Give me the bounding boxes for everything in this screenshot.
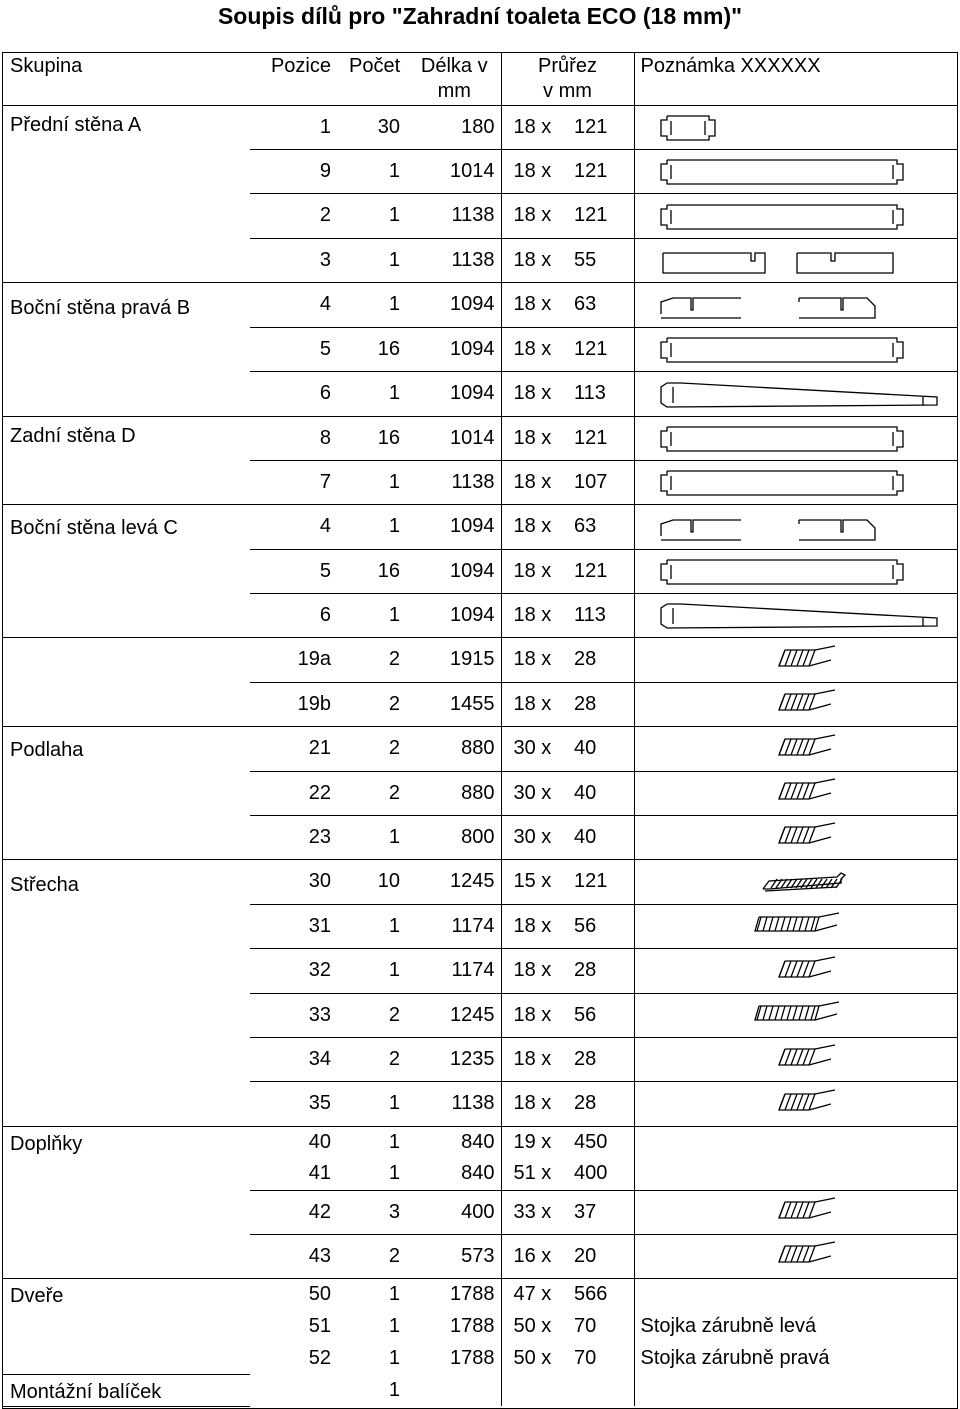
header-delka: Délka v mm (408, 52, 501, 105)
prurez-thickness-cell: 18 x (501, 193, 568, 238)
pozice-cell: 33 (250, 993, 339, 1037)
prurez-thickness-cell: 18 x (501, 948, 568, 993)
prurez-thickness-cell: 18 x (501, 504, 568, 549)
poznamka-cell (634, 549, 958, 593)
prurez-width-cell: 63 (568, 504, 634, 549)
delka-cell: 180 (408, 105, 501, 149)
pozice-cell: 51 (308, 1314, 331, 1337)
prurez-thickness-cell: 18 x (501, 637, 568, 682)
pocet-cell: 3 (339, 1190, 408, 1234)
profile-long-board-icon (641, 465, 951, 499)
table-row (2, 726, 958, 771)
profile-long-board-icon (641, 554, 951, 588)
hatched-beam-icon (641, 1042, 951, 1076)
pocet-cell: 1 (339, 1158, 408, 1190)
poznamka-cell (634, 1158, 958, 1190)
delka-cell: 1094 (408, 549, 501, 593)
pozice-cell: 19b (250, 682, 339, 726)
prurez-thickness-cell: 30 x (501, 771, 568, 815)
prurez-thickness-cell: 18 x (501, 416, 568, 460)
pozice-cell: 1 (250, 105, 339, 149)
poznamka-cell (634, 238, 958, 282)
prurez-width-cell: 121 (568, 193, 634, 238)
poznamka-cell: Stojka zárubně levá (640, 1314, 817, 1337)
delka-cell: 1138 (408, 238, 501, 282)
pocet-cell: 16 (339, 549, 408, 593)
header-prurez: Průřez v mm (501, 52, 634, 105)
prurez-width-cell: 28 (568, 1081, 634, 1126)
pocet-cell: 1 (339, 815, 408, 859)
prurez-thickness-cell: 18 x (501, 1037, 568, 1081)
pozice-cell: 23 (250, 815, 339, 859)
table-row (2, 504, 958, 549)
delka-cell: 1014 (408, 416, 501, 460)
prurez-width-cell: 121 (568, 859, 634, 904)
delka-cell: 1174 (408, 904, 501, 948)
pocet-cell: 1 (388, 1346, 400, 1369)
prurez-width-cell: 70 (568, 1342, 634, 1374)
table-row (2, 637, 958, 682)
prurez-thickness-cell (501, 1374, 568, 1406)
delka-cell: 400 (408, 1190, 501, 1234)
prurez-width-cell (568, 1374, 634, 1406)
prurez-width-cell: 107 (568, 460, 634, 504)
profile-short-board-icon (641, 110, 951, 144)
prurez-width-cell: 113 (568, 593, 634, 637)
pocet-cell: 1 (339, 504, 408, 549)
pozice-cell: 19a (250, 637, 339, 682)
poznamka-cell (634, 1037, 958, 1081)
pocet-cell: 1 (388, 1378, 400, 1401)
prurez-width-cell: 121 (568, 416, 634, 460)
delka-cell: 1138 (408, 460, 501, 504)
pozice-cell: 4 (250, 504, 339, 549)
table-row (2, 1126, 958, 1158)
pocet-cell: 1 (388, 1314, 400, 1337)
pozice-cell: 8 (250, 416, 339, 460)
prurez-thickness-cell: 18 x (501, 371, 568, 416)
hatched-beam-icon (641, 1239, 951, 1273)
pozice-cell: 52 (308, 1346, 331, 1369)
hatched-beam-icon (641, 820, 951, 854)
group-cell: Doplňky (2, 1126, 250, 1278)
pocet-cell: 1 (339, 371, 408, 416)
pocet-cell: 2 (339, 993, 408, 1037)
prurez-thickness-cell: 18 x (501, 105, 568, 149)
prurez-width-cell: 28 (568, 637, 634, 682)
group-cell: Přední stěna A (2, 105, 250, 282)
profile-tapered-board-icon (641, 377, 951, 411)
table-row (2, 105, 958, 149)
prurez-thickness-cell: 18 x (501, 327, 568, 371)
table-row (2, 859, 958, 904)
table-row (2, 416, 958, 460)
pocet-cell: 2 (339, 771, 408, 815)
hatched-beam-icon (641, 1087, 951, 1121)
prurez-thickness-cell: 18 x (501, 993, 568, 1037)
delka-cell: 1455 (408, 682, 501, 726)
delka-cell: 573 (408, 1234, 501, 1278)
group-cell: Podlaha (2, 726, 250, 859)
poznamka-cell (634, 726, 958, 771)
hatched-roof-board-icon (641, 865, 951, 899)
poznamka-cell (634, 815, 958, 859)
pozice-cell: 32 (250, 948, 339, 993)
pozice-cell (250, 1374, 339, 1406)
pocet-cell: 30 (339, 105, 408, 149)
profile-long-board-icon (641, 332, 951, 366)
group-cell: Dveře (2, 1278, 250, 1374)
delka-cell: 1788 (408, 1278, 501, 1310)
pozice-cell: 4 (250, 282, 339, 327)
hatched-beam-icon (641, 643, 951, 677)
group-cell: Zadní stěna D (2, 416, 250, 504)
hatched-beam-icon (641, 776, 951, 810)
group-cell: Střecha (2, 859, 250, 1126)
pozice-cell: 6 (250, 593, 339, 637)
pocet-cell: 1 (339, 238, 408, 282)
delka-cell: 840 (408, 1126, 501, 1158)
profile-notched-pair-icon (641, 243, 951, 277)
pocet-cell: 10 (339, 859, 408, 904)
prurez-width-cell: 113 (568, 371, 634, 416)
pocet-cell: 2 (339, 1234, 408, 1278)
table-row (2, 1278, 958, 1310)
pozice-cell: 7 (250, 460, 339, 504)
prurez-width-cell: 450 (568, 1126, 634, 1158)
pozice-cell: 6 (250, 371, 339, 416)
poznamka-cell (634, 105, 958, 149)
pocet-cell: 2 (339, 726, 408, 771)
poznamka-cell (634, 460, 958, 504)
delka-cell: 1094 (408, 282, 501, 327)
pocet-cell: 1 (388, 1130, 400, 1153)
delka-cell: 1788 (408, 1310, 501, 1342)
poznamka-cell (634, 637, 958, 682)
pozice-cell: 50 (308, 1282, 331, 1305)
prurez-width-cell: 28 (568, 682, 634, 726)
poznamka-cell (634, 193, 958, 238)
prurez-thickness-cell: 18 x (501, 593, 568, 637)
pocet-cell: 1 (339, 460, 408, 504)
poznamka-cell (634, 859, 958, 904)
pocet-cell: 2 (339, 1037, 408, 1081)
pozice-cell: 5 (250, 327, 339, 371)
table-row (2, 282, 958, 327)
pocet-cell: 1 (339, 904, 408, 948)
poznamka-cell (634, 327, 958, 371)
pocet-cell: 1 (339, 193, 408, 238)
hatched-wide-beam-icon (641, 998, 951, 1032)
prurez-thickness-cell: 18 x (501, 1081, 568, 1126)
header-pocet: Počet (339, 52, 408, 105)
poznamka-cell (634, 1126, 958, 1158)
hatched-beam-icon (641, 954, 951, 988)
prurez-thickness-cell: 16 x (501, 1234, 568, 1278)
poznamka-cell (634, 904, 958, 948)
prurez-width-cell: 40 (568, 815, 634, 859)
pocet-cell: 1 (339, 1081, 408, 1126)
profile-stepped-pair-icon (641, 510, 951, 544)
pocet-cell: 1 (388, 1282, 400, 1305)
delka-cell: 1094 (408, 327, 501, 371)
poznamka-cell (634, 1081, 958, 1126)
prurez-width-cell: 28 (568, 948, 634, 993)
prurez-thickness-cell: 18 x (501, 238, 568, 282)
delka-cell: 1014 (408, 149, 501, 193)
pozice-cell: 41 (250, 1158, 339, 1190)
prurez-width-cell: 400 (568, 1158, 634, 1190)
prurez-width-cell: 121 (568, 549, 634, 593)
delka-cell: 840 (408, 1158, 501, 1190)
hatched-beam-icon (641, 687, 951, 721)
profile-long-board-icon (641, 154, 951, 188)
poznamka-cell (634, 282, 958, 327)
poznamka-cell: Stojka zárubně pravá (640, 1346, 830, 1369)
poznamka-cell (634, 593, 958, 637)
profile-tapered-board-icon (641, 598, 951, 632)
poznamka-cell (634, 993, 958, 1037)
prurez-width-cell: 566 (568, 1278, 634, 1310)
delka-cell: 880 (408, 771, 501, 815)
poznamka-cell (634, 1190, 958, 1234)
delka-cell: 1245 (408, 859, 501, 904)
table-row (2, 1374, 958, 1406)
prurez-width-cell: 40 (568, 726, 634, 771)
pozice-cell: 3 (250, 238, 339, 282)
group-cell (2, 637, 250, 726)
delka-cell: 1094 (408, 504, 501, 549)
prurez-thickness-cell: 18 x (501, 149, 568, 193)
header-skupina: Skupina (2, 52, 250, 105)
prurez-thickness-cell: 33 x (501, 1190, 568, 1234)
hatched-beam-icon (641, 1195, 951, 1229)
pocet-cell: 2 (339, 682, 408, 726)
poznamka-cell (634, 504, 958, 549)
prurez-thickness-cell: 15 x (501, 859, 568, 904)
document-title: Soupis dílů pro "Zahradní toaleta ECO (18 mm)" (217, 3, 743, 29)
prurez-width-cell: 121 (568, 327, 634, 371)
profile-long-board-icon (641, 199, 951, 233)
group-cell: Boční stěna levá C (2, 504, 250, 637)
delka-cell: 880 (408, 726, 501, 771)
profile-stepped-pair-icon (641, 288, 951, 322)
pozice-cell: 42 (250, 1190, 339, 1234)
prurez-thickness-cell: 50 x (513, 1346, 552, 1369)
prurez-thickness-cell: 30 x (501, 815, 568, 859)
prurez-width-cell: 28 (568, 1037, 634, 1081)
pozice-cell: 30 (250, 859, 339, 904)
pocet-cell: 16 (339, 327, 408, 371)
poznamka-cell (634, 1278, 958, 1310)
prurez-thickness-cell: 51 x (501, 1158, 568, 1190)
delka-cell: 800 (408, 815, 501, 859)
delka-cell: 1788 (408, 1342, 501, 1374)
parts-table (2, 52, 958, 1407)
prurez-thickness-cell: 18 x (501, 460, 568, 504)
prurez-thickness-cell: 47 x (513, 1282, 552, 1305)
prurez-thickness-cell: 18 x (501, 549, 568, 593)
pocet-cell: 1 (339, 948, 408, 993)
hatched-beam-icon (641, 732, 951, 766)
prurez-width-cell: 56 (568, 904, 634, 948)
delka-cell: 1245 (408, 993, 501, 1037)
pocet-cell: 1 (339, 593, 408, 637)
header-poznamka: Poznámka XXXXXX (634, 52, 958, 105)
prurez-thickness-cell: 18 x (501, 282, 568, 327)
pocet-cell: 1 (339, 282, 408, 327)
delka-cell: 1094 (408, 593, 501, 637)
pozice-cell: 35 (250, 1081, 339, 1126)
pozice-cell: 34 (250, 1037, 339, 1081)
pozice-cell: 2 (250, 193, 339, 238)
prurez-thickness-cell: 18 x (501, 682, 568, 726)
prurez-thickness-cell: 18 x (501, 904, 568, 948)
pocet-cell: 2 (339, 637, 408, 682)
poznamka-cell (634, 771, 958, 815)
prurez-thickness-cell: 19 x (513, 1130, 552, 1153)
prurez-width-cell: 40 (568, 771, 634, 815)
pozice-cell: 5 (250, 549, 339, 593)
delka-cell: 1138 (408, 193, 501, 238)
pozice-cell: 9 (250, 149, 339, 193)
poznamka-cell (634, 682, 958, 726)
pozice-cell: 21 (250, 726, 339, 771)
prurez-width-cell: 37 (568, 1190, 634, 1234)
poznamka-cell (634, 371, 958, 416)
pozice-cell: 40 (308, 1130, 331, 1153)
prurez-width-cell: 121 (568, 105, 634, 149)
poznamka-cell (634, 948, 958, 993)
profile-long-board-icon (641, 421, 951, 455)
group-cell: Montážní balíček (2, 1374, 250, 1406)
poznamka-cell (634, 1374, 958, 1406)
prurez-thickness-cell: 30 x (501, 726, 568, 771)
prurez-width-cell: 56 (568, 993, 634, 1037)
prurez-width-cell: 55 (568, 238, 634, 282)
header-pozice: Pozice (250, 52, 339, 105)
pozice-cell: 43 (250, 1234, 339, 1278)
prurez-width-cell: 63 (568, 282, 634, 327)
delka-cell: 1235 (408, 1037, 501, 1081)
prurez-thickness-cell: 50 x (513, 1314, 552, 1337)
prurez-width-cell: 70 (568, 1310, 634, 1342)
poznamka-cell (634, 1234, 958, 1278)
delka-cell (408, 1374, 501, 1406)
prurez-width-cell: 20 (568, 1234, 634, 1278)
delka-cell: 1094 (408, 371, 501, 416)
pozice-cell: 31 (250, 904, 339, 948)
hatched-wide-beam-icon (641, 909, 951, 943)
delka-cell: 1138 (408, 1081, 501, 1126)
pocet-cell: 1 (339, 149, 408, 193)
table-header-row (2, 52, 958, 105)
poznamka-cell (634, 416, 958, 460)
prurez-width-cell: 121 (568, 149, 634, 193)
delka-cell: 1915 (408, 637, 501, 682)
pozice-cell: 22 (250, 771, 339, 815)
delka-cell: 1174 (408, 948, 501, 993)
pocet-cell: 16 (339, 416, 408, 460)
poznamka-cell (634, 149, 958, 193)
group-cell: Boční stěna pravá B (2, 282, 250, 416)
